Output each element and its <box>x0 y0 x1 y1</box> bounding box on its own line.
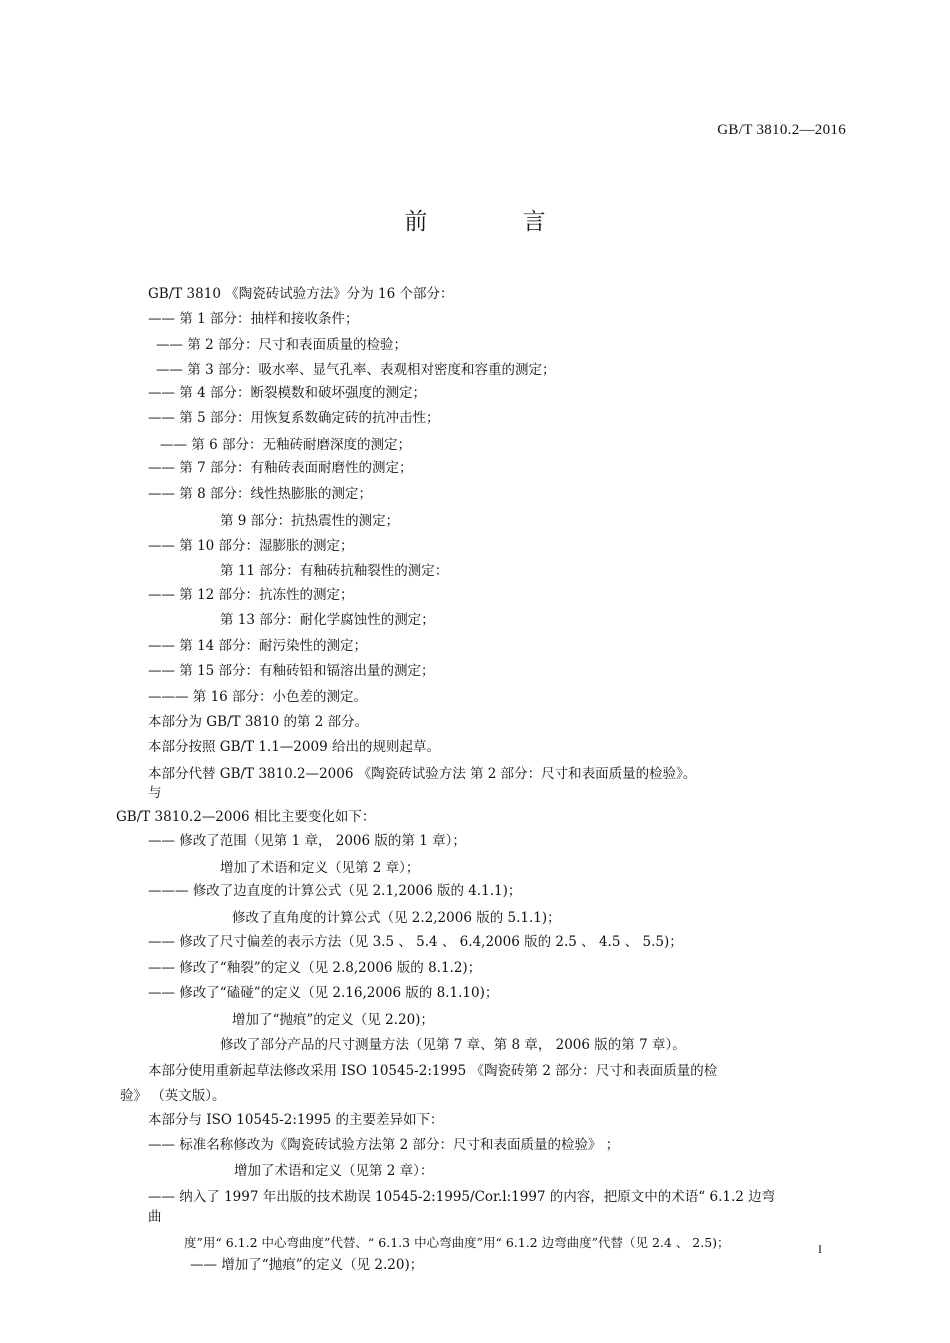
text-line: —— 第 7 部分：有釉砖表面耐磨性的测定； <box>148 460 413 476</box>
text-line: —— 修改了“磕碰”的定义（见 2.16,2006 版的 8.1.10)； <box>148 985 499 1001</box>
text-line: 增加了术语和定义（见第 2 章）； <box>220 860 420 876</box>
page-title: 前 言 <box>404 209 590 235</box>
text-line: 本部分使用重新起草法修改采用 ISO 10545-2:1995 《陶瓷砖第 2 部分：尺寸和表面质量的检 <box>148 1063 718 1079</box>
text-line: —— 修改了尺寸偏差的表示方法（见 3.5 、 5.4 、 6.4,2006 版的 2.5 、 4.5 、 5.5)； <box>148 934 683 950</box>
text-line: —— 标准名称修改为《陶瓷砖试验方法第 2 部分：尺寸和表面质量的检验》 ； <box>148 1137 620 1153</box>
text-line: —— 第 1 部分：抽样和接收条件； <box>148 311 359 327</box>
text-line: 第 13 部分：耐化学腐蚀性的测定； <box>220 612 435 628</box>
text-line: 第 9 部分：抗热震性的测定； <box>220 513 400 529</box>
text-line: 验》 （英文版）。 <box>120 1088 226 1104</box>
text-line: 增加了术语和定义（见第 2 章）： <box>234 1163 434 1179</box>
text-line: —— 第 10 部分：湿膨胀的测定； <box>148 538 354 554</box>
text-line: 度”用“ 6.1.2 中心弯曲度”代替、“ 6.1.3 中心弯曲度”用“ 6.1.2 边弯曲度”代替（见 2.4 、 2.5)； <box>184 1235 730 1250</box>
text-line: 曲 <box>148 1209 162 1225</box>
text-line: —— 第 15 部分：有釉砖铅和镉溶出量的测定； <box>148 663 435 679</box>
text-line: 第 11 部分：有釉砖抗釉裂性的测定： <box>220 563 449 579</box>
text-line: 本部分为 GB/T 3810 的第 2 部分。 <box>148 714 369 730</box>
text-line: —— 第 5 部分：用恢复系数确定砖的抗冲击性； <box>148 410 440 426</box>
text-line: —— 第 12 部分：抗冻性的测定； <box>148 587 354 603</box>
text-line: 本部分与 ISO 10545-2:1995 的主要差异如下： <box>148 1112 444 1128</box>
text-line: —— 第 2 部分：尺寸和表面质量的检验； <box>156 337 407 353</box>
text-line: 修改了部分产品的尺寸测量方法（见第 7 章、第 8 章， 2006 版的第 7 章）。 <box>220 1037 686 1053</box>
text-line: —— 第 3 部分：吸水率、显气孔率、表观相对密度和容重的测定； <box>156 362 556 378</box>
text-line: 修改了直角度的计算公式（见 2.2,2006 版的 5.1.1)； <box>232 910 561 926</box>
text-line: 增加了“抛痕”的定义（见 2.20)； <box>232 1012 434 1028</box>
text-line: —— 第 6 部分：无釉砖耐磨深度的测定； <box>160 437 411 453</box>
text-line: GB/T 3810 《陶瓷砖试验方法》分为 16 个部分： <box>148 286 454 302</box>
text-line: —— 修改了“釉裂”的定义（见 2.8,2006 版的 8.1.2)； <box>148 960 482 976</box>
text-line: —— 纳入了 1997 年出版的技术勘误 10545-2:1995/Cor.l:1997 的内容，把原文中的术语“ 6.1.2 边弯 <box>148 1189 776 1205</box>
text-line: 本部分代替 GB/T 3810.2—2006 《陶瓷砖试验方法 第 2 部分：尺寸和表面质量的检验》。 <box>148 766 697 782</box>
text-line: —— 增加了“抛痕”的定义（见 2.20)； <box>190 1257 424 1273</box>
text-line: ——— 修改了边直度的计算公式（见 2.1,2006 版的 4.1.1)； <box>148 883 522 899</box>
text-line: —— 第 14 部分：耐污染性的测定； <box>148 638 368 654</box>
text-line: —— 第 4 部分：断裂模数和破坏强度的测定； <box>148 385 426 401</box>
text-line: 与 <box>148 785 162 801</box>
text-line: 本部分按照 GB/T 1.1—2009 给出的规则起草。 <box>148 739 440 755</box>
text-line: ——— 第 16 部分：小色差的测定。 <box>148 689 368 705</box>
text-line: —— 修改了范围（见第 1 章， 2006 版的第 1 章）； <box>148 833 466 849</box>
page-number: I <box>818 1242 822 1256</box>
text-line: GB/T 3810.2—2006 相比主要变化如下： <box>116 809 376 825</box>
standard-code: GB/T 3810.2—2016 <box>717 122 846 138</box>
text-line: —— 第 8 部分：线性热膨胀的测定； <box>148 486 372 502</box>
